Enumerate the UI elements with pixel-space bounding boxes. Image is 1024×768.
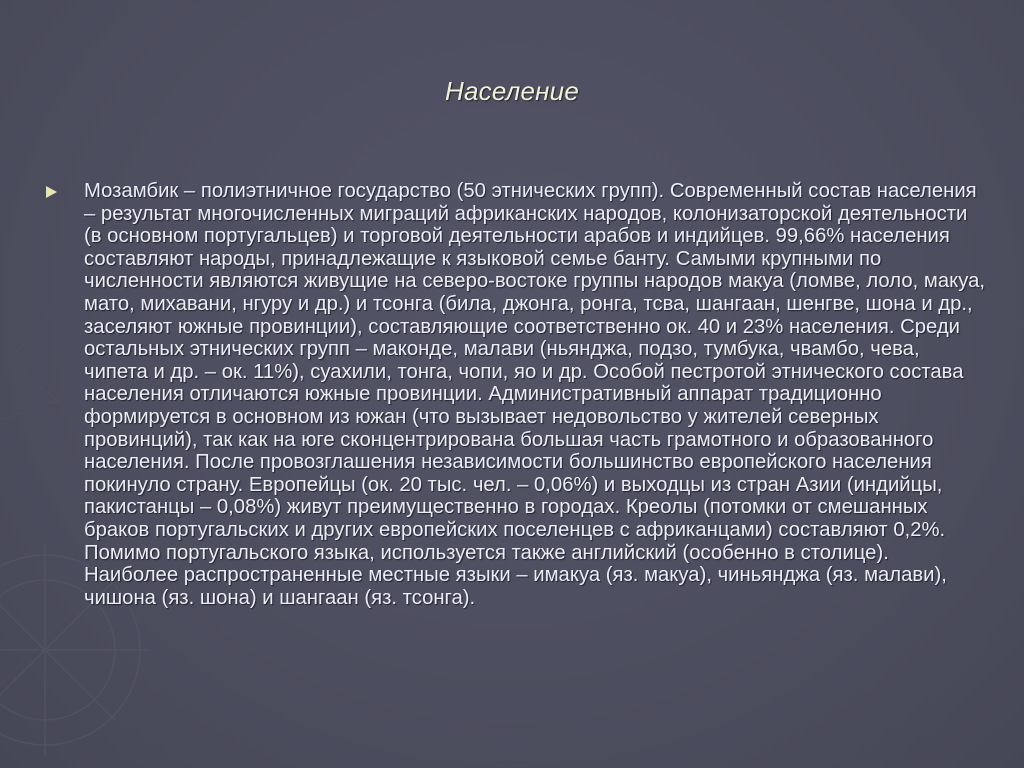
bullet-list	[46, 180, 986, 609]
triangle-bullet-icon	[46, 186, 57, 198]
slide-title: Население	[445, 76, 579, 106]
bullet-paragraph: Мозамбик – полиэтничное государство (50 этнических групп). Современный состав населения – результат многочисленных миграций африканских народов, колонизаторской деятельности (в основном португальцев) и торговой деятельности арабов и индийцев. 99,66% населения составляют народы, принадлежащие к языковой семье банту. Самыми крупными по численности являются живущие на северо-востоке группы народов макуа (ломве, лоло, макуа, мато, михавани, нгуру и др.) и тсонга (била, джонга, ронга, тсва, шангаан, шенгве, шона и др., заселяют южные провинции), составляющие соответственно ок. 40 и 23% населения. Среди остальных этнических групп – маконде, малави (ньянджа, подзо, тумбука, чвамбо, чева, чипета и др. – ок. 11%), суахили, тонга, чопи, яо и др. Особой пестротой этнического состава населения отличаются южные провинции. Административный аппарат традиционно формируется в основном из южан (что вызывает недовольство у жителей северных провинций), так как на юге сконцентрирована большая часть грамотного и образованного населения. После провозглашения независимости большинство европейского населения покинуло страну. Европейцы (ок. 20 тыс. чел. – 0,06%) и выходцы из стран Азии (индийцы, пакистанцы – 0,08%) живут преимущественно в городах. Креолы (потомки от смешанных браков португальских и других европейских поселенцев с африканцами) составляют 0,2%. Помимо португальского языка, используется также английский (особенно в столице). Наиболее распространенные местные языки – имакуа (яз. макуа), чиньянджа (яз. малави), чишона (яз. шона) и шангаан (яз. тсонга).	[84, 180, 986, 609]
